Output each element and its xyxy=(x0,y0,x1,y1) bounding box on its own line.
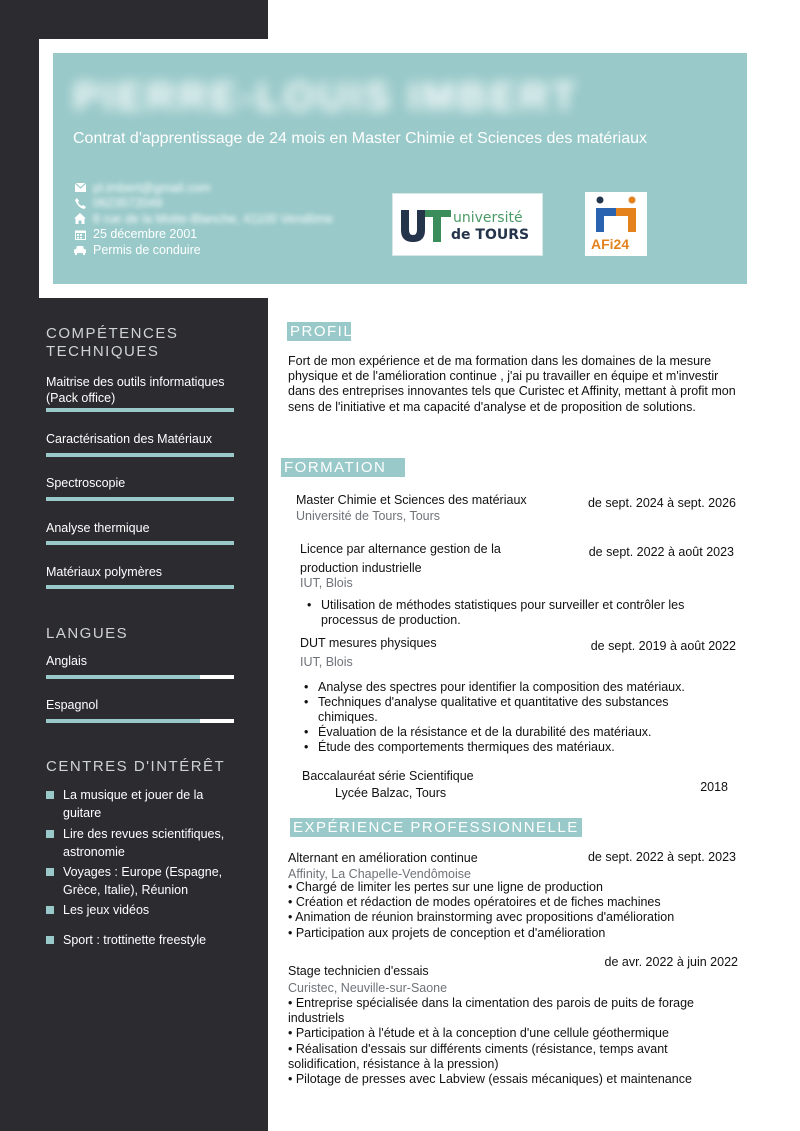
detail-line: • Participation à l'étude et à la conception d'une cellule géothermique xyxy=(288,1026,669,1041)
language-item: Espagnol xyxy=(46,698,99,712)
home-icon xyxy=(73,213,87,224)
skill-bar-fill xyxy=(46,585,234,589)
language-bar xyxy=(46,719,234,723)
education-date: de sept. 2024 à sept. 2026 xyxy=(587,496,736,510)
education-date: de sept. 2019 à août 2022 xyxy=(590,639,736,653)
logo-tours-line2: de TOURS xyxy=(451,227,530,243)
skill-item: Analyse thermique xyxy=(46,521,150,535)
bullet-square-icon xyxy=(46,906,54,914)
skill-bar xyxy=(46,541,234,545)
bullet-item: • Étude des comportements thermiques des matériaux. xyxy=(300,740,730,755)
education-bullets xyxy=(300,680,730,755)
phone-value: 0623572049 xyxy=(93,196,163,211)
interest-label: Voyages : Europe (Espagne, Grèce, Italie), Réunion xyxy=(63,865,223,897)
skill-item: Caractérisation des Matériaux xyxy=(46,432,213,446)
contact-license xyxy=(73,242,333,258)
address-value: 8 rue de la Motte-Blanche, 41100 Vendôme xyxy=(93,211,334,226)
skill-bar-fill xyxy=(46,541,234,545)
interest-label: La musique et jouer de la guitare xyxy=(63,788,204,820)
experience-details xyxy=(288,996,740,1087)
experience-date: de avr. 2022 à juin 2022 xyxy=(604,955,738,969)
logo-tours-line1: université xyxy=(453,210,523,226)
experience-title: EXPÉRIENCE PROFESSIONNELLE xyxy=(290,818,582,837)
bullet-square-icon xyxy=(46,830,54,838)
interest-label: Les jeux vidéos xyxy=(63,903,150,917)
education-school: IUT, Blois xyxy=(300,655,353,669)
skill-item: Maitrise des outils informatiques (Pack office) xyxy=(46,375,225,405)
bullet-item: • Évaluation de la résistance et de la durabilité des matériaux. xyxy=(300,725,730,740)
education-date: 2018 xyxy=(700,780,728,794)
education-bullets xyxy=(303,598,733,628)
calendar-icon xyxy=(73,229,87,240)
bullet-item: • Analyse des spectres pour identifier la composition des matériaux. xyxy=(300,680,730,695)
car-icon xyxy=(73,245,87,255)
skill-bar-fill xyxy=(46,453,234,457)
skill-bar xyxy=(46,497,234,501)
bullet-item: • Utilisation de méthodes statistiques pour surveiller et contrôler les processus de production. xyxy=(303,598,733,628)
experience-role: Stage technicien d'essais xyxy=(288,964,429,978)
contact-info xyxy=(73,180,333,258)
education-degree: Master Chimie et Sciences des matériaux xyxy=(296,493,527,507)
phone-icon xyxy=(73,198,87,209)
interest-item xyxy=(46,863,241,899)
languages-title: LANGUES xyxy=(46,625,129,642)
birthdate-value: 25 décembre 2001 xyxy=(93,227,198,242)
education-school: Lycée Balzac, Tours xyxy=(335,786,447,800)
email-value: pl.imbert@gmail.com xyxy=(93,180,211,195)
skills-title: COMPÉTENCES TECHNIQUES xyxy=(46,325,179,360)
headline: Contrat d'apprentissage de 24 mois en Master Chimie et Sciences des matériaux xyxy=(73,130,648,147)
experience-company: Affinity, La Chapelle-Vendômoise xyxy=(288,867,471,881)
education-title: FORMATION xyxy=(281,458,405,477)
profile-title: PROFIL xyxy=(287,322,351,341)
experience-date: de sept. 2022 à sept. 2023 xyxy=(587,850,736,864)
language-bar-fill xyxy=(46,719,200,723)
education-school: IUT, Blois xyxy=(300,576,353,590)
interest-label: Sport : trottinette freestyle xyxy=(63,933,207,947)
detail-line: • Animation de réunion brainstorming avec propositions d'amélioration xyxy=(288,910,675,925)
bullet-square-icon xyxy=(46,868,54,876)
envelope-icon xyxy=(73,183,87,192)
bullet-square-icon xyxy=(46,936,54,944)
detail-line: • Réalisation d'essais sur différents ciments (résistance, temps avant solidification, résistance à la pression) xyxy=(288,1041,668,1071)
skill-item: Spectroscopie xyxy=(46,476,126,490)
contact-email xyxy=(73,180,333,196)
interest-item xyxy=(46,931,246,949)
skill-bar xyxy=(46,408,234,412)
interest-item xyxy=(46,825,246,861)
logo-afi-text: AFi24 xyxy=(591,236,630,252)
interest-label: Lire des revues scientifiques, astronomie xyxy=(63,827,225,859)
skill-item: Matériaux polymères xyxy=(46,565,163,579)
education-degree: DUT mesures physiques xyxy=(300,636,437,650)
interest-item xyxy=(46,786,236,822)
afi24-logo xyxy=(585,192,647,256)
experience-company: Curistec, Neuville-sur-Saone xyxy=(288,981,448,995)
skill-bar-fill xyxy=(46,497,234,501)
profile-text: Fort de mon expérience et de ma formation dans les domaines de la mesure physique et de l'amélioration continue , j'ai pu travailler en équipe et m'investir dans des entreprises innovantes tels que Curistec et Affinity, mettant à profit mon sens de l'initiative et ma capacité d'analyse et de proposition de solutions. xyxy=(288,354,736,414)
experience-role: Alternant en amélioration continue xyxy=(288,851,478,865)
detail-line: • Pilotage de presses avec Labview (essais mécaniques) et maintenance xyxy=(288,1072,692,1087)
skill-bar xyxy=(46,585,234,589)
language-bar xyxy=(46,675,234,679)
license-value: Permis de conduire xyxy=(93,242,201,257)
universite-de-tours-logo xyxy=(392,193,543,256)
education-school: Université de Tours, Tours xyxy=(296,509,441,523)
bullet-square-icon xyxy=(46,791,54,799)
header xyxy=(53,53,747,284)
contact-birthdate xyxy=(73,227,333,243)
experience-details xyxy=(288,880,748,941)
detail-line: • Création et rédaction de modes opératoires et de fiches machines xyxy=(288,895,661,910)
education-degree: Baccalauréat série Scientifique xyxy=(302,769,474,783)
education-degree: Licence par alternance gestion de la production industrielle xyxy=(300,542,501,575)
detail-line: • Chargé de limiter les pertes sur une ligne de production xyxy=(288,880,603,894)
language-item: Anglais xyxy=(46,654,87,668)
skill-bar-fill xyxy=(46,408,234,412)
detail-line: • Entreprise spécialisée dans la cimentation des parois de puits de forage industriels xyxy=(288,996,694,1026)
contact-phone xyxy=(73,196,333,212)
education-date: de sept. 2022 à août 2023 xyxy=(588,545,734,559)
contact-address xyxy=(73,211,333,227)
bullet-item: • Techniques d'analyse qualitative et quantitative des substances chimiques. xyxy=(300,695,730,725)
interests-title: CENTRES D'INTÉRÊT xyxy=(46,758,226,775)
interest-item xyxy=(46,901,246,919)
skill-bar xyxy=(46,453,234,457)
candidate-name: PIERRE-LOUIS IMBERT xyxy=(73,75,579,119)
language-bar-fill xyxy=(46,675,200,679)
detail-line: • Participation aux projets de conception et d'amélioration xyxy=(288,925,606,940)
